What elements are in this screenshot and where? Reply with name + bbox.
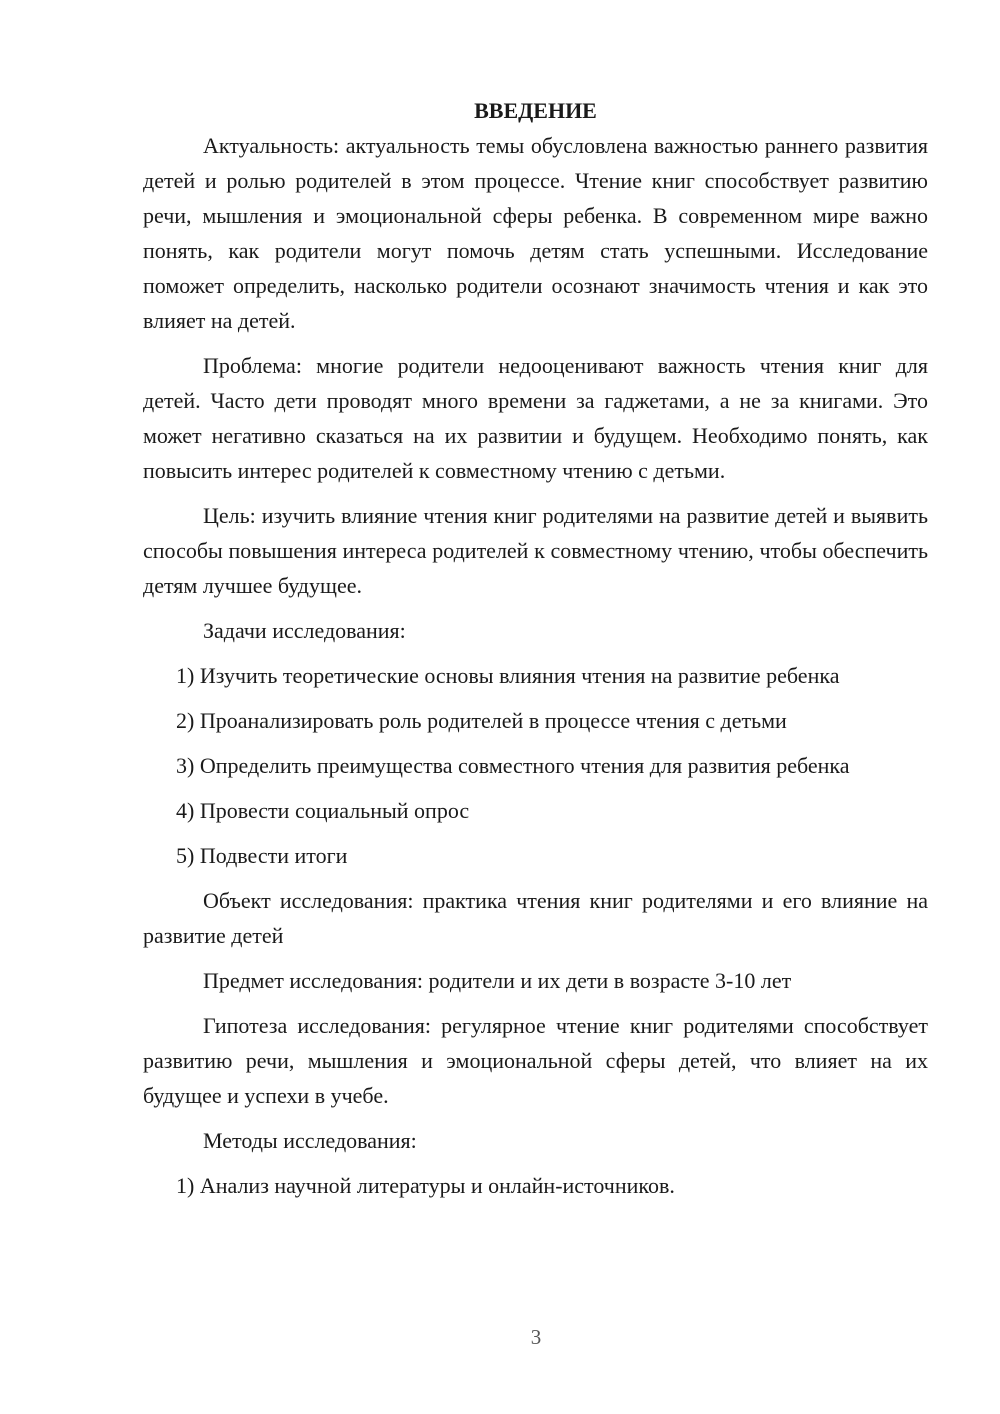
spacer [143, 648, 928, 658]
spacer [143, 1113, 928, 1123]
task-item-1: 1) Изучить теоретические основы влияния чтения на развитие ребенка [176, 663, 840, 688]
page-title: ВВЕДЕНИЕ [474, 98, 597, 123]
spacer [143, 1158, 928, 1168]
paragraph-hypothesis: Гипотеза исследования: регулярное чтение книг родителями способствует развитию речи, мышления и эмоциональной сферы детей, что влияет на их будущее и успехи в учебе. [143, 1013, 928, 1108]
paragraph-goal: Цель: изучить влияние чтения книг родителями на развитие детей и выявить способы повышения интереса родителей к совместному чтению, чтобы обеспечить детям лучшее будущее. [143, 503, 928, 598]
task-item-3: 3) Определить преимущества совместного чтения для развития ребенка [176, 753, 850, 778]
spacer [143, 488, 928, 498]
page-number: 3 [530, 1325, 542, 1349]
spacer [143, 738, 928, 748]
task-item-5: 5) Подвести итоги [176, 843, 348, 868]
spacer [143, 338, 928, 348]
spacer [143, 783, 928, 793]
task-item-4: 4) Провести социальный опрос [176, 798, 470, 823]
method-item-1: 1) Анализ научной литературы и онлайн-источников. [176, 1173, 675, 1198]
paragraph-subject: Предмет исследования: родители и их дети в возрасте 3-10 лет [203, 968, 792, 993]
paragraph-object: Объект исследования: практика чтения книг родителями и его влияние на развитие детей [143, 888, 928, 948]
page-content [143, 93, 928, 1203]
tasks-heading: Задачи исследования: [203, 618, 406, 643]
paragraph-relevance: Актуальность: актуальность темы обусловлена важностью раннего развития детей и ролью родителей в этом процессе. Чтение книг способствует развитию речи, мышления и эмоциональной сферы ребенка. В современном мире важно понять, как родители могут помочь детям стать успешными. Исследование поможет определить, насколько родители осознают значимость чтения и как это влияет на детей. [143, 133, 928, 333]
spacer [143, 693, 928, 703]
paragraph-problem: Проблема: многие родители недооценивают важность чтения книг для детей. Часто дети проводят много времени за гаджетами, а не за книгами. Это может негативно сказаться на их развитии и будущем. Необходимо понять, как повысить интерес родителей к совместному чтению с детьми. [143, 353, 928, 483]
methods-heading: Методы исследования: [203, 1128, 417, 1153]
task-item-2: 2) Проанализировать роль родителей в процессе чтения с детьми [176, 708, 787, 733]
spacer [143, 953, 928, 963]
spacer [143, 603, 928, 613]
spacer [143, 873, 928, 883]
spacer [143, 828, 928, 838]
spacer [143, 998, 928, 1008]
